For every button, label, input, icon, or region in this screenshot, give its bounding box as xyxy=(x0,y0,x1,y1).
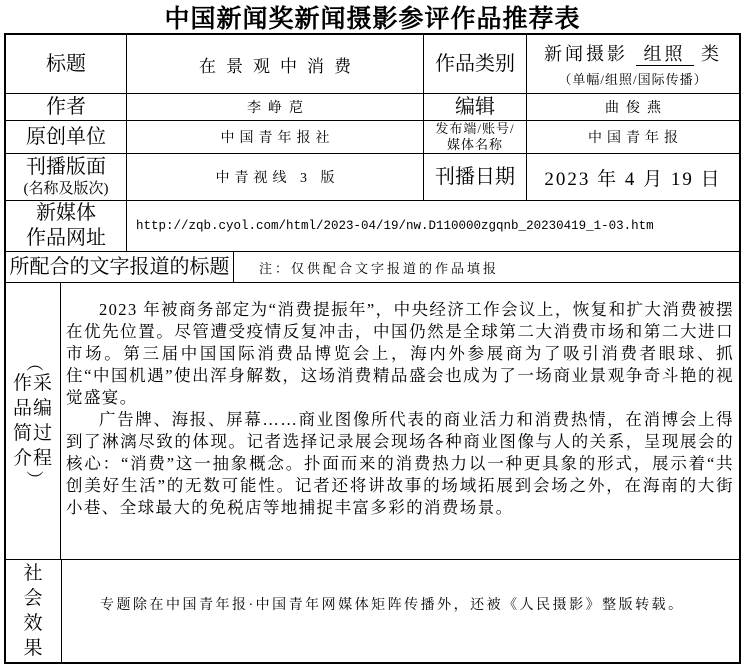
row-title-category xyxy=(6,35,739,94)
intro-label-line2: 品编 xyxy=(12,398,53,419)
form-table xyxy=(4,33,741,664)
intro-label-line4: 介程 xyxy=(12,448,53,469)
page-title: 中国新闻奖新闻摄影参评作品推荐表 xyxy=(164,4,581,33)
url-label-line2: 作品网址 xyxy=(26,227,106,249)
category-value-cell xyxy=(527,35,739,93)
category-prefix: 新闻摄影 xyxy=(544,44,628,64)
editor-label: 编辑 xyxy=(424,94,527,120)
row-intro xyxy=(6,283,739,560)
row-social-effect xyxy=(6,560,739,662)
intro-label xyxy=(6,283,61,559)
org-value: 中国青年报社 xyxy=(127,121,424,153)
row-related-report xyxy=(6,252,739,283)
category-options: （单幅/组照/国际传播） xyxy=(558,72,708,87)
publish-date-value: 2023 年 4 月 19 日 xyxy=(544,168,722,190)
author-value: 李峥苨 xyxy=(127,94,424,120)
author-label: 作者 xyxy=(6,94,127,120)
intro-label-open-paren: （ xyxy=(24,354,43,372)
url-label-line1: 新媒体 xyxy=(36,202,96,224)
social-effect-value: 专题除在中国青年报·中国青年网媒体矩阵传播外，还被《人民摄影》整版转载。 xyxy=(100,598,685,613)
intro-text-cell xyxy=(61,283,739,559)
related-report-note: 注：仅供配合文字报道的作品填报 xyxy=(259,260,500,276)
page-layout-label-line2: (名称及版次) xyxy=(23,181,109,198)
platform-label xyxy=(424,121,527,153)
related-report-label: 所配合的文字报道的标题 xyxy=(6,252,234,282)
category-label: 作品类别 xyxy=(424,35,527,93)
title-label: 标题 xyxy=(6,35,127,93)
category-value xyxy=(544,40,722,66)
social-label-line1: 社 xyxy=(23,563,44,584)
publish-date-label: 刊播日期 xyxy=(424,154,527,200)
row-author-editor xyxy=(6,94,739,121)
category-selected: 组照 xyxy=(636,44,694,66)
title-value: 在景观中消费 xyxy=(127,35,424,93)
intro-paragraph-2: 广告牌、海报、屏幕……商业图像所代表的商业活力和消费热情，在消博会上得到了淋漓尽致的体现。记者选择记录展会现场各种商业图像与人的关系，呈现展会的核心：“消费”这一抽象概念。扑面而来的消费热力以一种更具象的形式，展示着“共创美好生活”的无数可能性。记者还将讲故事的场域拓展到会场之外，在海南的大街小巷、全球最大的免税店等地捕捉丰富多彩的消费场景。 xyxy=(66,410,734,517)
org-label: 原创单位 xyxy=(6,121,127,153)
social-label-line2: 会 xyxy=(23,588,44,609)
social-label-line3: 效 xyxy=(23,613,44,634)
platform-value: 中国青年报 xyxy=(588,131,683,146)
social-effect-label xyxy=(6,560,62,662)
row-url xyxy=(6,201,739,252)
url-label xyxy=(6,201,127,251)
category-suffix: 类 xyxy=(701,44,722,64)
url-value: http://zqb.cyol.com/html/2023-04/19/nw.D110000zgqnb_20230419_1-03.htm xyxy=(136,219,654,233)
platform-label-line2: 媒体名称 xyxy=(446,137,503,152)
page-layout-value: 中青视线 3 版 xyxy=(127,154,424,200)
editor-value: 曲俊燕 xyxy=(605,101,668,116)
row-layout-date xyxy=(6,154,739,201)
social-label-line4: 果 xyxy=(23,638,44,659)
intro-label-line1: 作采 xyxy=(12,373,53,394)
page-layout-label-line1: 刊播版面 xyxy=(26,156,106,179)
intro-paragraph-1: 2023 年被商务部定为“消费提振年”，中央经济工作会议上，恢复和扩大消费被摆在优先位置。尽管遭受疫情反复冲击，中国仍然是全球第二大消费市场和第二大进口市场。第三届中国国际消费品博览会上，海内外参展商为了吸引消费者眼球、抓住“中国机遇”使出浑身解数，这场消费精品盛会也成为了一场商业景观争奇斗艳的视觉盛宴。 xyxy=(66,300,734,407)
row-org-platform xyxy=(6,121,739,154)
url-value-cell xyxy=(127,201,739,251)
intro-label-close-paren: ） xyxy=(24,470,43,488)
platform-label-line1: 发布端/账号/ xyxy=(435,121,515,136)
page-layout-label xyxy=(6,154,127,200)
intro-label-line3: 简过 xyxy=(12,423,53,444)
